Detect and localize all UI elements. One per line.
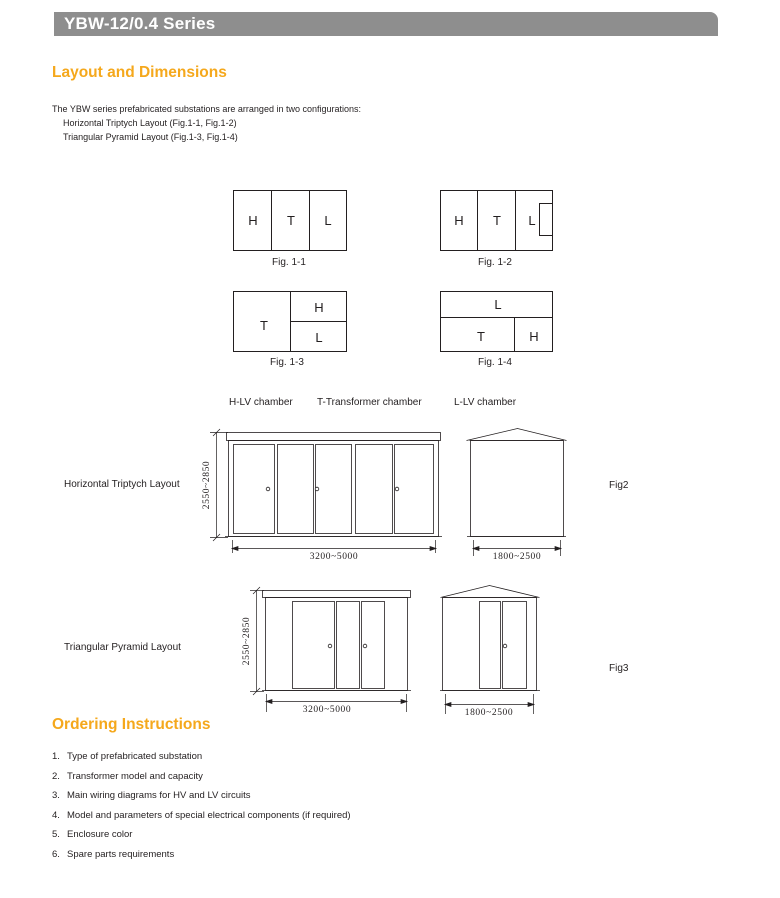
legend-l: L-LV chamber — [454, 397, 517, 408]
fig-1-3-cell-t: T — [260, 318, 268, 333]
legend-h: H-LV chamber — [229, 397, 293, 408]
horizontal-front-elevation — [225, 433, 442, 537]
ordering-heading: Ordering Instructions — [52, 716, 211, 733]
ordering-list — [52, 751, 351, 868]
item-text: Transformer model and capacity — [67, 770, 203, 782]
fig3-label: Fig3 — [609, 663, 629, 674]
fig-1-2-cell-t: T — [493, 213, 501, 228]
list-item — [52, 810, 351, 830]
fig-1-1-cell-t: T — [287, 213, 295, 228]
horizontal-height-label: 2550~2850 — [202, 460, 212, 510]
triangular-width-label: 3200~5000 — [302, 705, 352, 715]
fig-1-2-caption: Fig. 1-2 — [478, 257, 512, 268]
horizontal-height-dimension — [210, 429, 228, 541]
fig2-label: Fig2 — [609, 480, 629, 491]
legend-t: T-Transformer chamber — [317, 397, 422, 408]
page-title: YBW-12/0.4 Series — [64, 14, 216, 33]
fig-1-4-caption: Fig. 1-4 — [478, 357, 512, 368]
door-handles-triangular — [328, 644, 367, 648]
list-item — [52, 829, 351, 849]
intro-text: The YBW series prefabricated substations are arranged in two configurations: — [52, 104, 361, 114]
horizontal-side-elevation — [467, 429, 567, 537]
horizontal-layout-label: Horizontal Triptych Layout — [64, 479, 180, 490]
triangular-front-elevation — [262, 591, 411, 691]
fig-1-1-cell-h: H — [248, 213, 258, 228]
item-number: 3. — [52, 790, 60, 801]
triangular-height-dimension — [250, 587, 264, 695]
item-number: 5. — [52, 829, 60, 840]
horizontal-depth-label: 1800~2500 — [492, 552, 542, 562]
list-item — [52, 771, 351, 791]
item-text: Model and parameters of special electrical components (if required) — [67, 809, 351, 821]
fig-1-3-caption: Fig. 1-3 — [270, 357, 304, 368]
list-item — [52, 790, 351, 810]
config-triangular: Triangular Pyramid Layout (Fig.1-3, Fig.1-4) — [63, 132, 238, 142]
fig-1-1-cell-l: L — [324, 213, 332, 228]
fig-1-4-cell-t: T — [477, 329, 485, 344]
triangular-layout-label: Triangular Pyramid Layout — [64, 642, 181, 653]
fig-1-4-cell-h: H — [529, 329, 539, 344]
fig-1-2-cell-l: L — [528, 213, 536, 228]
list-item — [52, 751, 351, 771]
fig-1-1-caption: Fig. 1-1 — [272, 257, 306, 268]
horizontal-width-label: 3200~5000 — [309, 552, 359, 562]
item-text: Spare parts requirements — [67, 848, 175, 860]
side-door-handle — [503, 644, 507, 648]
door-handles-horizontal — [266, 487, 399, 491]
triangular-height-label: 2550~2850 — [242, 616, 252, 666]
fig-1-3-cell-l: L — [315, 330, 323, 345]
triangular-side-elevation — [440, 586, 540, 691]
triangular-depth-label: 1800~2500 — [464, 708, 514, 718]
item-number: 2. — [52, 770, 60, 782]
fig-1-4-cell-l: L — [494, 297, 502, 312]
fig-1-3-cell-h: H — [314, 300, 324, 315]
fig-1-2-cell-h: H — [454, 213, 464, 228]
item-text: Enclosure color — [67, 829, 133, 840]
item-text: Main wiring diagrams for HV and LV circuits — [67, 790, 251, 801]
layout-heading: Layout and Dimensions — [52, 64, 227, 81]
list-item — [52, 849, 351, 869]
item-number: 6. — [52, 848, 60, 860]
item-number: 4. — [52, 809, 60, 821]
config-horizontal: Horizontal Triptych Layout (Fig.1-1, Fig.1-2) — [63, 118, 237, 128]
item-number: 1. — [52, 751, 60, 762]
item-text: Type of prefabricated substation — [67, 751, 203, 762]
